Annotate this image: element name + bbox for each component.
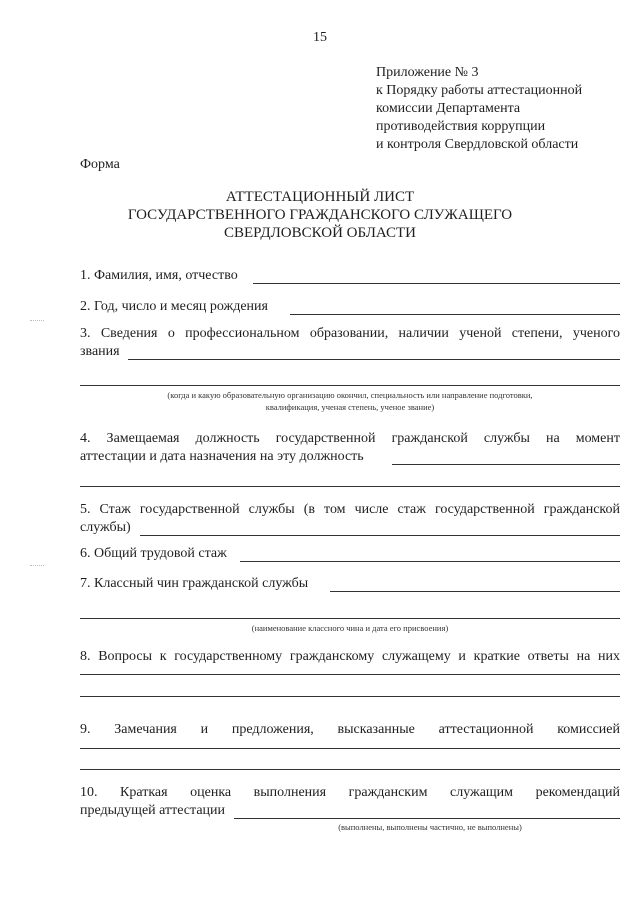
class-rank-field[interactable]	[330, 591, 620, 592]
service-length-field[interactable]	[140, 535, 620, 536]
title-line: СВЕРДЛОВСКОЙ ОБЛАСТИ	[223, 225, 416, 241]
field-label-service-length: 5. Стаж государственной службы (в том числе стаж государственной гражданской	[80, 502, 620, 517]
appendix-line: к Порядку работы аттестационной	[376, 83, 583, 98]
field-label-class-rank: 7. Классный чин гражданской службы	[80, 576, 309, 591]
education-hint: (когда и какую образовательную организацию окончил, специальность или направление подготовки,	[167, 390, 533, 400]
birth-date-field[interactable]	[290, 314, 620, 315]
education-hint: квалификация, ученая степень, ученое звание)	[265, 402, 435, 412]
field-label-questions: 8. Вопросы к государственному гражданскому служащему и краткие ответы на них	[80, 649, 620, 664]
field-label-education-cont: звания	[80, 344, 120, 359]
appendix-line: и контроля Свердловской области	[376, 137, 579, 152]
document-title	[0, 188, 640, 242]
full-name-field[interactable]	[253, 283, 620, 284]
education-field-line2[interactable]	[80, 385, 620, 386]
field-label-position-cont: аттестации и дата назначения на эту должность	[80, 449, 364, 464]
class-rank-hint: (наименование классного чина и дата его присвоения)	[251, 623, 449, 633]
appendix-line: Приложение № 3	[376, 65, 479, 80]
field-label-service-length-cont: службы)	[80, 520, 131, 535]
recommendations-hint: (выполнены, выполнены частично, не выполнены)	[338, 822, 522, 832]
field-label-position: 4. Замещаемая должность государственной гражданской службы на момент	[80, 431, 620, 446]
title-line: ГОСУДАРСТВЕННОГО ГРАЖДАНСКОГО СЛУЖАЩЕГО	[127, 207, 513, 223]
remarks-field-line1[interactable]	[80, 748, 620, 749]
title-line: АТТЕСТАЦИОННЫЙ ЛИСТ	[225, 189, 415, 205]
education-field[interactable]	[128, 359, 620, 360]
field-label-birth-date: 2. Год, число и месяц рождения	[80, 299, 268, 314]
appendix-line: противодействия коррупции	[376, 119, 546, 134]
position-field[interactable]	[392, 464, 620, 465]
class-rank-field-line2[interactable]	[80, 618, 620, 619]
recommendations-field[interactable]	[234, 818, 620, 819]
questions-field-line1[interactable]	[80, 674, 620, 675]
margin-mark	[30, 565, 44, 566]
margin-mark	[30, 320, 44, 321]
field-label-education: 3. Сведения о профессиональном образовании, наличии ученой степени, ученого	[80, 326, 620, 341]
field-label-remarks: 9. Замечания и предложения, высказанные аттестационной комиссией	[80, 722, 620, 737]
field-label-total-experience: 6. Общий трудовой стаж	[80, 546, 227, 561]
position-field-line2[interactable]	[80, 486, 620, 487]
remarks-field-line2[interactable]	[80, 769, 620, 770]
questions-field-line2[interactable]	[80, 696, 620, 697]
field-label-recommendations-cont: предыдущей аттестации	[80, 803, 226, 818]
appendix-header	[376, 64, 582, 154]
appendix-line: комиссии Департамента	[376, 101, 521, 116]
field-label-recommendations: 10. Краткая оценка выполнения гражданским служащим рекомендаций	[80, 785, 620, 800]
form-label: Форма	[80, 157, 120, 172]
page-number: 15	[313, 30, 327, 45]
total-experience-field[interactable]	[240, 561, 620, 562]
field-label-full-name: 1. Фамилия, имя, отчество	[80, 268, 238, 283]
